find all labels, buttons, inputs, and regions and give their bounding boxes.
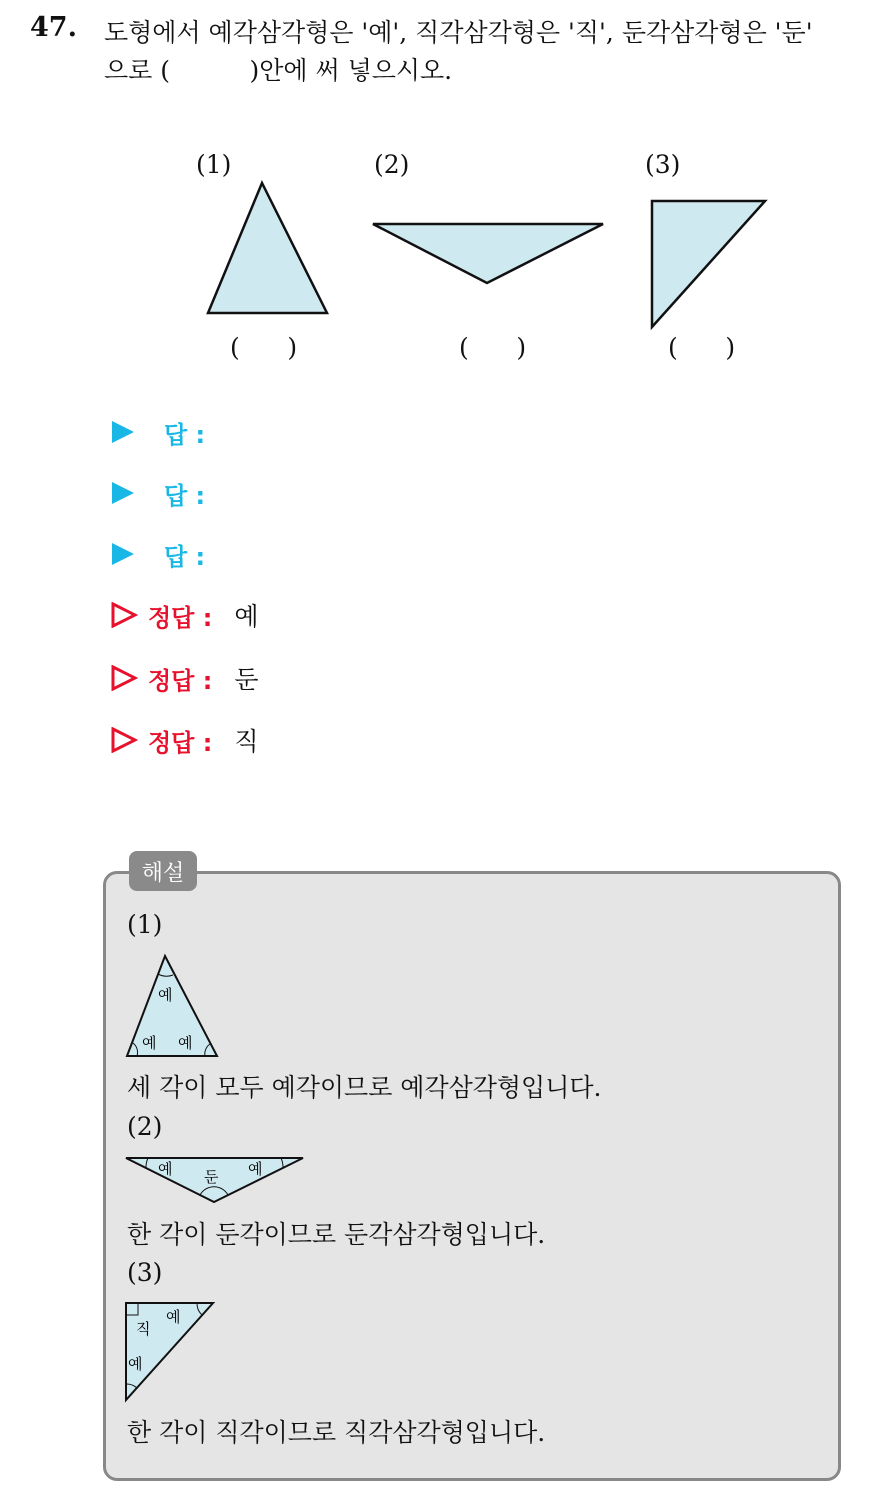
play-arrow-icon — [110, 481, 136, 505]
figure-3-blank[interactable]: ( ) — [668, 333, 736, 362]
acute-mark-left: 예 — [142, 1034, 157, 1052]
answer-row — [110, 473, 205, 513]
explanation-part-1-label: (1) — [127, 910, 163, 939]
answer-label: 답 : — [164, 542, 206, 571]
answer-label: 답 : — [164, 481, 206, 510]
correct-answer-value: 예 — [234, 602, 259, 631]
question-line-1: 도형에서 예각삼각형은 '예', 직각삼각형은 '직', 둔각삼각형은 '둔' — [104, 18, 813, 47]
answer-row — [110, 412, 205, 452]
correct-answer-label: 정답 : — [148, 603, 213, 632]
outline-arrow-icon — [110, 602, 138, 628]
figure-3-label: (3) — [645, 150, 681, 179]
explanation-part-3-label: (3) — [127, 1258, 163, 1287]
correct-answer-row — [110, 658, 258, 698]
right-mark-corner: 직 — [136, 1320, 151, 1338]
correct-answer-row — [110, 595, 258, 635]
triangle-figures — [0, 0, 884, 360]
outline-arrow-icon — [110, 727, 138, 753]
question-line-2: 으로 ( )안에 써 넣으시오. — [104, 56, 453, 85]
question-number: 47. — [30, 12, 77, 43]
outline-arrow-icon — [110, 665, 138, 691]
play-arrow-icon — [110, 420, 136, 444]
correct-answer-value: 둔 — [234, 665, 259, 694]
acute-triangle — [208, 183, 327, 313]
figure-1-blank[interactable]: ( ) — [230, 333, 298, 362]
explanation-part-2-label: (2) — [127, 1112, 163, 1141]
explanation-part-1-text: 세 각이 모두 예각이므로 예각삼각형입니다. — [127, 1073, 602, 1102]
explanation-right-triangle — [120, 1296, 220, 1406]
right-triangle — [652, 201, 765, 327]
obtuse-mark-left: 예 — [158, 1160, 173, 1178]
correct-answer-label: 정답 : — [148, 666, 213, 695]
obtuse-triangle — [373, 224, 603, 283]
explanation-part-3-text: 한 각이 직각이므로 직각삼각형입니다. — [127, 1418, 546, 1447]
obtuse-mark-right: 예 — [248, 1160, 263, 1178]
acute-mark-right: 예 — [178, 1034, 193, 1052]
explanation-part-2-text: 한 각이 둔각이므로 둔각삼각형입니다. — [127, 1220, 546, 1249]
figure-2-label: (2) — [374, 150, 410, 179]
acute-mark-top: 예 — [158, 986, 173, 1004]
explanation-obtuse-triangle — [120, 1150, 310, 1210]
right-mark-bottom: 예 — [128, 1355, 143, 1373]
play-arrow-icon — [110, 542, 136, 566]
explanation-title: 해설 — [129, 851, 197, 891]
answer-row — [110, 534, 205, 574]
correct-answer-value: 직 — [234, 727, 259, 756]
answer-label: 답 : — [164, 420, 206, 449]
figure-2-blank[interactable]: ( ) — [459, 333, 527, 362]
right-mark-top: 예 — [166, 1308, 181, 1326]
correct-answer-label: 정답 : — [148, 728, 213, 757]
correct-answer-row — [110, 720, 258, 760]
figure-1-label: (1) — [196, 150, 232, 179]
obtuse-mark-center: 둔 — [204, 1168, 219, 1186]
explanation-acute-triangle — [120, 950, 230, 1062]
